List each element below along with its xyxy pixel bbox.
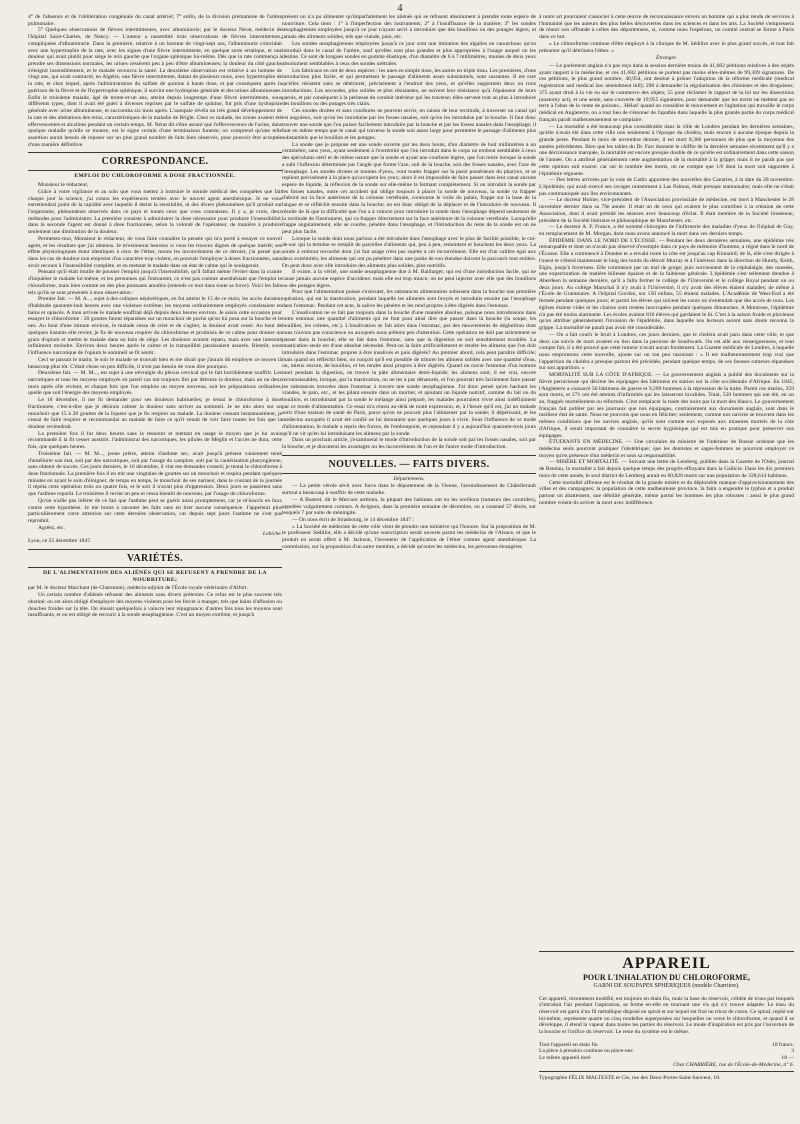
paragraph: MORTALITÉ SUR LA CÔTE D'AFRIQUE. — Le gouvernement anglais a publié des documents sur la fièvre pernicieuse qui décime les équipages des bâtimens en station sur la côte occidentale d'Afrique. En 1845, l'Angleterre a consacré 56 bâtimens de guerre et 9,289 hommes à la répression de la traite. Parmi ces marins, 259 sont morts, et 271 ont été atteints d'infirmités qui les laisseront invalides. Total, 530 hommes qui ont été, en un an, frappés mortellement ou réformés. C'est remplacer la traite des noirs par la mort des blancs. Le gouvernement français fait publier par ses journaux que nos équipages, contrairement aux documents anglais, sont dans le meilleur état de santé. Nous ne pouvons que nous en féliciter; seulement, comme nos navires se trouvent dans les mêmes conditions que les navires anglais, qu'ils sont comme eux exposés aux miasmes mortels de la côte d'Afrique, il serait important de connaître le secret hygiénique qui est mis en pratique pour préserver nos équipages.: [539, 372, 794, 439]
paragraph: — On nous écrit de Strasbourg, le 14 décembre 1847 :: [292, 517, 414, 524]
price-label: Tout l'appareil en étain fin: [539, 1041, 598, 1048]
paragraph: La sonde que je propose est une sonde ouverte par les deux bouts, d'un diamètre de huit millimètres à un centimètre, sans yeux, ayant seulement à l'extrémité que l'on introduit dans le corps un embout semblable à ceux des spéculums utéri et de même nature que la sonde et ayant une courbure légère, que l'on retire lorsque la sonde a subi l'inflexion déterminée par l'angle que forme l'axe, soit de la bouche, soit des fosses nasales, avec l'axe de l'œsophage. Les sondes droites et munies d'yeux, vont toutes frapper sur la paroi postérieure du pharynx, et se replient précisément à la place qu'occupent les yeux; alors il est impossible de faire passer dans leur canal aucune espèce de liquide, la réflexion de la sonde sur elle-même la fermant complètement. Si on introduit la sonde par les fosses nasales, outre cet accident qui oblige toujours à placer la sonde de nouveau, la sonde va frapper d'abord sur la face antérieure de la colonne vertébrale, contourne le voile du palais, frappe sur la base de la langue et se réfléchit ensuite dans la bouche; on est donc obligé de la déplacer et de l'introduire de nouveau. Il résulte de là que la difficulté que l'on a à vaincre pour introduire la sonde dans l'œsophage dépend seulement de la rectitude de l'instrument, qui va frapper directement sur la face antérieure de la colonne vertébrale. Lorsqu'elle frappe angulairement, elle se courbe, pénètre dans l'œsophage, et l'introduction du reste de la sonde est on ne peut plus facile.: [282, 141, 536, 235]
paragraph: Il existe, à la vérité, une sonde œsophagienne due à M. Baillarger, qui est d'une introduction facile, qui ne cause jamais aucune espèce d'accidens; mais elle est trop mince; on ne peut injecter avec elle que des bouillons ou des potages légers.: [282, 269, 536, 289]
paragraph: — Des lettres arrivées par la voie de Cadix apportent des nouvelles des Canaries, à la date du 28 novembre. L'épidémie, qui avait exercé ses ravages notamment à Las Palmas, était presque stationnaire; mais elle ne s'était pas communiquée aux îles environnantes.: [539, 177, 794, 197]
printer-line: Typographie FÉLIX MALTESTE et Cie, rue des Deux-Portes-Saint-Sauveur, 18.: [539, 1075, 721, 1082]
varietes-author: par M. le docteur Marchant (de Charenton), médecin-adjoint de l'École royale vétérinaire d'Alfort.: [28, 585, 248, 592]
section-heading-correspondance: CORRESPONDANCE.: [28, 152, 282, 171]
paragraph: — Le docteur Holme, vice-président de l'Association provinciale de médecine, est mort à Manchester le 28 novembre dernier dans sa 79e année. Il était un de ceux qui avaient le plus contribué à la création de cette Association, dont il avait présidé les séances avec beaucoup d'éclat. Il était membre de la Société linnéenne, président de la Société littéraire et philosophique de Manchester, etc.: [539, 197, 794, 224]
paragraph: à notre art pourraient s'associer à cette œuvre de reconnaissance envers un homme qui a plus rendu de services à l'humanité que les auteurs des plus belles découvertes dans les sciences et dans les arts. La Société s'empressera de réunir son offrande à celles des départemens, si, comme nous l'espérons, un comité central se forme à Paris dans ce but.: [539, 14, 794, 41]
paragraph: — La petite vérole sévit avec force dans le département de la Vienne, l'arrondissement de Châtellerault surtout a beaucoup à souffrir de cette maladie.: [282, 483, 536, 497]
paragraph: Troisième fait. — M. M..., jeune prêtre, atteint d'asthme sec, avait jusqu'à présent vainement tenté d'améliorer son état, soit par des narcotiques, soit par l'usage du camphre, soit par la cautérisation pharyngienne, sans obtenir de succès. Ces jours derniers, le 16 décembre, il vint me demander conseil; je tentai le chloroforme à dose fractionnée. La première fois il en mit une vingtaine de gouttes sur un mouchoir et respira pendant quelques minutes en ayant le soin d'éloigner, de temps en temps, le mouchoir de ses narines; dans le courant de la journée il répéta cette opération trois ou quatre fois, et le soir il n'avait plus d'oppression. Deux jours se passèrent sans que l'asthme reparût. Le troisième il revint un peu et cessa bientôt de nouveau, par l'usage du chloroforme.: [28, 450, 282, 498]
paragraph: Qu'on n'aille pas inférer de ce fait que l'asthme peut se guérir aussi promptement, car je m'inscris en faux contre cette hypothèse. Je me borne à raconter les faits sans en tirer aucune conséquence. J'appelerai plus particulièrement votre attention sur cette dernière observation, car depuis sept jours l'asthme ne s'est pas reproduit.: [28, 497, 282, 525]
price-value: 3: [791, 1048, 794, 1055]
price-value: 10 francs.: [771, 1041, 794, 1048]
paragraph: Ces sondes droites et sans courbures ne peuvent servir, en raison de leur rectitude, à traverser un canal qui est anguleux, soit qu'on les introduise par les fosses nasales, soit qu'on les introduise par la bouche. Il faut donc trouver une sonde que l'on puisse facilement introduire par la bouche et par les fosses nasales dans l'œsophage; il faut en même temps que le canal qui traverse la sonde soit assez large pour permettre le passage d'aliments plus substantiels que le bouillon et les potages.: [282, 108, 536, 141]
ad-description: Cet appareil, récemment modifié, est toujours en étain fin, mais la base du réservoir, criblée de trous par lesquels s'introduit l'air pendant l'aspiration, se ferme en-elle en tournant une vis qui n'y trouve adaptée. Le tissu du réservoir est garni d'un fil métallique disposé en spiral et sur lequel est fixé un tricot de coton. Ce spiral, replié sur lui-même, représente quatre ou cinq rondelles superposées sur lesquelles on verse le chloroforme, et quand il se développe, il étend la vapeur dans toutes les parties du réservoir. Le mode d'inspiration est pris par l'ouverture de la bouche et l'orifice du réservoir. Le reste du système est le même.: [539, 995, 794, 1036]
paragraph: Dans un prochain article, j'examinerai le mode d'introduction de la sonde soit par les fosses nasales, soit par la bouche, et je discuterai les avantages ou les inconvéniens de l'un et de l'autre mode d'introduction.: [282, 437, 536, 450]
section-heading-varietes: VARIÉTÉS.: [28, 549, 282, 568]
price-label: Le même appareil doré: [539, 1054, 591, 1061]
column-2: [282, 14, 536, 1118]
ad-title: APPAREIL: [622, 955, 711, 972]
ad-garni: GARNI DE SOUPAPES SPHÉRIQUES (modèle Charrière).: [593, 983, 740, 989]
paragraph: « La Société de médecine de cette ville vient de prendre une initiative qui l'honore. Sur la proposition de M. le professeur Sédillot, elle a décidé qu'une souscription serait ouverte parmi les médecins de l'Alsace, et que le produit en serait offert à M. Jackson, l'inventeur de l'application de l'éther comme agent anesthésique. La commission, sur la proposition d'un autre membre, a décidé qu'outre les médecins, les personnes étrangères: [282, 523, 536, 550]
paragraph: Premier fait. — M. A..., sujet à des coliques néphrétiques, en fut atteint le 15 de ce mois; les accès duraient d'habitude quarante-huit heures avec une violence extrême; les moyens ordinairement employés consistaient en bains et opiacés. A mon arrivée le malade souffrait déjà depuis deux heures environ. Je saisis cette occasion pour essayer le chloroforme : 20 gouttes furent répandues sur un mouchoir de poche qu'on lui posa sur la bouche et le nez. Au bout d'une minute environ, le malade cessa de crier et de s'agiter, la douleur avait cessé. Au bout de quelques instants elle revint; je fis de nouveau respirer du chloroforme et produisis de ce calme pour donner un grain d'opium et mettre le malade dans un bain de siège. Les douleurs avaient reparu, mais avec une intensité infiniment moindre. Environ deux heures après le calme et la tranquillité paraissaient assurés. Bientôt, sous l'influence narcotique de l'opium le sommeil se fit sentir.: [28, 296, 282, 357]
paragraph: Pensant qu'il était inutile de pousser l'emploi jusqu'à l'insensibilité, qu'il fallait même l'éviter dans la crainte d'inquiéter le malade lui-même, et les personnes qui l'entourent, ce n'est pas comme anesthésiant que l'emploi le chloroforme, mais bien comme un des plus puissants anodins (entends ce mot dans toute sa force). Voici les faits tels qu'ils se sont présentés à mon observation :: [28, 269, 282, 296]
paragraph: Le 18 décembre, il me fit demander pour ses douleurs habituelles; je tentai le chloroforme à dose fractionnée, c'est-à-dire que je désirais calmer la douleur sans arriver au sommeil. Je ne mis alors sur un mouchoir que 15 à 20 gouttes de la liqueur que je fis respirer au malade. La douleur cessant instantanément, je cessai de faire respirer et recommandai au malade de faire ce qu'il venait de voir faire toutes les fois que la douleur reviendrait.: [28, 397, 282, 430]
page-number: 4: [397, 3, 403, 14]
article-subheading: EMPLOI DU CHLOROFORME A DOSE FRACTIONNÉE.: [74, 173, 236, 180]
paragraph: — Le parlement anglais n'a pas reçu dans la session dernière moins de 41,682 pétitions relatives à des objets ayant rapport à la médecine, et ces 41,682 pétitions se portent pas moins elles-mêmes de 99,309 signatures. De ces pétitions, le plus grand nombre, 40,954, ont destiné à prôner l'adoption de la réforme médicale (medical registration and medical law amendment bill); 298 à demander la régularisation des chimistes et des droguistes; 375 ayant droit à la vie ou sur le commerce des objets; 55 pour réclamer le rapport de la loi sur les dissections (anatomy act), et une seule, sans couverte de 19,955 signatures, pour demander que les morts ne mettent pas en terre à l'abus de la vente de poisons... Hélas! quand on considère le mouvement et l'agitation qui travaille le corps médical en Angleterre, on a tout lieu de s'étonner de l'apathie dans laquelle la plus grande partie du corps médical français paraît malheureusement se complaire.: [539, 63, 794, 123]
varietes-subheading: DE L'ALIMENTATION DES ALIÉNÉS QUI SE REFUSENT A PRENDRE DE LA NOURRITURE;: [43, 569, 267, 583]
signature: Lebiche.: [262, 531, 282, 538]
place-date: Lyon, ce 25 décembre 1847.: [28, 538, 92, 545]
paragraph: — A Bustrel, dit le Mercure artésien, la plupart des habitans ont eu les oreillons (tumeurs des carotides), appelées vulgairement cornues. A Avignon, dans la première semaine de décembre, on a constaté 57 décès, sur lesquels 7 par suite de méningite.: [282, 496, 536, 517]
paragraph: — Le docteur A. F. France, a été nommé chirurgien de l'infirmerie des maladies d'yeux de l'hôpital de Guy, en remplacement de M. Morgan, dont nous avons annoncé la mort dans ces derniers temps.: [539, 224, 794, 237]
price-row: [539, 1048, 794, 1055]
section-heading-nouvelles: NOUVELLES. — FAITS DIVERS.: [282, 455, 536, 474]
advertisement-apparatus: [539, 948, 794, 1082]
salutation: Monsieur le rédacteur,: [38, 182, 89, 189]
column-3: [539, 14, 794, 944]
ad-maker: Chez CHARRIÈRE, rue de l'École-de-Médecine, n° 6.: [673, 1061, 794, 1068]
divider: [539, 951, 794, 952]
paragraph: Grâce à votre vigilance et au soin que vous mettez à instruire le monde médical des conquêtes que fait chaque jour la science, j'ai connu les expériences tentées avec le nouvel agent anesthésique. Je ne vous entretiendrai point de la rapidité avec laquelle il éteint la sensibilité, ni des divers phénomènes qu'il produit sur l'organisme, phénomènes observés dans ce pays et toutes ceux que vous connaissez. Il y a, je crois, deux méthodes pour l'administrer. La première consiste à administrer la dose nécessaire pour produire l'insensibilité; dans la seconde l'agent est donné à dose fractionnée, selon la volonté de l'opérateur, de manière à produire seulement une diminution de la douleur.: [28, 188, 282, 236]
paragraph: Permettez-moi, Monsieur le rédacteur, de vous faire connaître la pensée qui m'a porté à essayer ce nouvel agent, et les résultats que j'ai obtenus. Je m'estimerai heureux si vous les trouvez dignes de quelque intérêt; ses effets physiologiques étant identiques à ceux de l'éther, moins les inconvénients de ce dernier, j'ai pensé que, dans les cas de douleur non empreint d'un caractère trop violent, on pourrait l'employer à doses fractionnées, sans avoir recours à l'insensibilité complète, et en mettant le malade dans un état de calme qui le soulagerait.: [28, 235, 282, 269]
paragraph: présent on n'a pu alimenter qu'imparfaitement les aliénés qui se refusent absolument à prendre toute espèce de nourriture. Cela tient : 1° à l'imperfection des instruments; 2° à l'insuffisance de la matière; 3° les sondes œsophagiennes employées jusqu'à ce jour n'ayant servi à introduire que des bouillons ou des potages légers, et jamais des aliments solides, tels que viande, pain, etc.: [282, 14, 536, 41]
paragraph: ÉTUDIANTS EN MÉDECINE. — Une circulaire du ministre de l'intérieur de Russie ordonne que les médecins seuls pourront pratiquer l'obstétrique; que les dentistes et sages-femmes ne pourront employer ce moyen qu'en présence d'un médecin et sous sa responsabilité.: [539, 439, 794, 459]
paragraph: — On a fait courir le bruit à Londres, ces jours derniers, que le choléra avait paru dans cette ville, et que deux cas suivis de mort avaient eu lieu dans la paroisse de Southwark. On est allé aux renseignemens, et tout compte fait, il a été prouvé que cette rumeur n'avait aucun fondement. La Gazette médicale de Londres, à laquelle nous empruntons cette nouvelle, ajoute sur un ton peu rassurant : « Il est malheureusement trop vrai que l'apparition du choléra a presque partout été précédée, pendant quelque temps, de ces fausses rumeurs répandues sur son apparition. »: [539, 331, 794, 372]
col1-top-text: [28, 14, 282, 148]
paragraph: La première fois il fut deux heures sans la ressentir et mettant en usage le moyen que je lui avais recommandé il la fit cesser aussitôt. J'administrai des narcotiques, les pilules de Méglin et l'accès ne dura, cette fois, que quelques heures.: [28, 430, 282, 451]
paragraph: L'insalivation ne se fait pas toujours dans la bouche d'une manière absolue, puisque nous introduisons dans notre estomac une quantité d'aliments qui ne font pour ainsi dire que passer dans la bouche (la soupe, les bouillies, les crèmes, etc.). L'insalivation se fait alors dans l'estomac, par des mouvements de déglutition dont nous n'avons pas conscience ou auxquels nous prêtons peu d'attention. Cette opération ne doit pas strictement se passer dans la bouche; elle se fait dans l'estomac, sans que la digestion en soit sensiblement troublée. La mastication seule est d'une absolue nécessité. Peut-on la faire artificiellement et rendre les alimens que l'on doit introduire dans l'estomac propres à être insalivés et puis digérés? Au premier abord, cela peut paraître difficile; mais quand on réfléchit bien, on conçoit qu'il est possible de triturer les alimens solides avec une quantité d'eau, ou, mieux encore, de bouillon, et les rendre ainsi propres à être digérés. Quand on ouvre l'estomac d'un homme mort pendant la digestion, on trouve la pâte alimentaire demi-liquide; les alimens sont, il est vrai, encore reconnaissables, lorsque, par la mastication, on ne les a pas dénaturés, et l'on pourrait très facilement faire passer les substances trouvées dans l'estomac à travers une sonde œsophagienne. J'ai donc pensé qu'en hachant les viandes, le pain, etc., et les pilant ensuite dans un mortier, et ajoutant un liquide nutritif, comme du lait ou du bouillon, et introduisant par la sonde le mélange ainsi préparé, les malades pourraient vivre ainsi indéfiniment par ce mode d'alimentation. Ce essai m'a réussi au-delà de toute expression, et, à l'heure qu'il est, j'ai un malade sorti d'une maison de santé de Paris, parce qu'on ne pouvait plus l'alimenter par la sonde; il dépérissait, et les médecins auxquels il avait été confié ne lui donnaient que quelques jours à vivre. Sous l'influence de ce mode d'alimentation, le malade a repris des forces, de l'embonpoint, et cependant il y a aujourd'hui quarante-trois jours qu'il ne vit qu'en lui introduisant les alimens par la sonde.: [282, 309, 536, 437]
paragraph: Agréez, etc.: [38, 524, 65, 531]
paragraph: Lorsque la sonde dont nous parlons a été introduite dans l'œsophage avec le plus de facilité possible, le cul-de-sac qui la termine se remplit de parcelles d'aliments qui, peu à peu, remontent et bouchent les deux yeux. La sonde à embout recourbé dont j'ai fait usage n'est pas sujette à cet inconvénient. Elle est d'un calibre égal aux deux extrémités; les aliments qui ont pu pénétrer dans une partie de son étendue doivent la parcourir tout entière. On peut donc avec elle introduire des aliments plus solides, plus nutritifs.: [282, 235, 536, 269]
ad-subtitle: POUR L'INHALATION DU CHLOROFORME,: [583, 973, 750, 982]
paragraph: Deuxième fait. — M. M..., est sujet à une névralgie du plexus cervical qui le fait horriblement souffrir. Les narcotiques et tous les moyens employés en pareil cas ont toujours fini par détruire la douleur, mais un ou deux mois après elle revient, et chaque fois que l'on emploie un moyen nouveau, soit les préparations ordinaires, quelle que soit l'énergie des moyens employés.: [28, 370, 282, 397]
price-row: [539, 1042, 794, 1049]
paragraph: « Le chloroforme continue d'être employé à la clinique de M. Sédillot avec le plus grand succès, et tout fait présumer qu'il détrônera l'éther. »: [539, 40, 794, 54]
paragraph: — MISÈRE ET MORTALITÉ. — Suivant une lettre de Lemberg, publiée dans la Gazette de l'Oder, journal de Breslau, la mortalité a fait depuis quelque temps des progrès effrayans dans la Gallicie. Dans les dix premiers mois de cette année, le seul district de Lemberg aurait eu 60,820 morts sur une population de 338,614 habitans.: [539, 459, 794, 479]
price-row: [539, 1055, 794, 1062]
paragraph: Pour que l'alimentation puisse s'exécuter, les substances alimentaires subissent dans la bouche une première opération, qui est la mastication, pendant laquelle les aliments sont broyés et introduits ensuite par l'œsophage dans l'estomac. Pendant cet acte, la salive les pénètre et les rend propres à être digérés dans l'estomac.: [282, 289, 536, 309]
departements-subheading: Départemens.: [393, 475, 425, 482]
paragraph: Les fabricans en ont de deux espèces : les unes en simple tissu, les autres en triple tissu. Les premières, d'une introduction plus facile, et qui permettent le passage d'aliments assez substantiels, sont cassantes. Il est rare qu'elles résistent sans se détériorer, précisément à l'endroit des yeux, et qu'elles supportent deux ou trois introductions. Les secondes, plus solides et plus résistantes, ne suivent leur résistance qu'à l'épaisseur de leurs parois, et par conséquent à la petitesse du conduit intérieur qui les traverse; elles servent tout au plus à introduire des bouillons ou des potages très clairs.: [282, 67, 536, 108]
paragraph: 4° de l'absence et de l'oblitération congéniale du canal artériel; 7° enfin, de la division prématurée de l'artère pulmonaire.: [28, 14, 282, 27]
price-value: 18 —: [781, 1054, 794, 1061]
paragraph: — La mortalité a été beaucoup plus considérable dans la ville de Londres pendant les dernières semaines, qu'elle n'avait été dans cette ville non seulement à l'époque du choléra, mais encore à aucune époque depuis la grande peste. Pendant le mois de novembre dernier, il est mort 8,360 personnes de plus que la moyenne des années précédentes. Bien que les tables du Dr. Farr donnent le chiffre de la dernière semaine récemment qu'il y a une décroissance marquée, la mortalité est encore presque double de ce qu'elle est ordinairement dans cette saison de l'année. On a attribué généralement cette augmentation de la mortalité à la grippe; mais il ne paraît pas que cette opinion soit exacte; car sur le nombre des morts, on ne compte que 1/6 dont la mort soit rapportée à l'épidémie régnante.: [539, 123, 794, 177]
paragraph: Cette mortalité affreuse est le résultat de la grande misère et du déplorable manque d'approvisionnement des villes et des campagnes; la population de cette malheureuse province, la faim a engendré le typhus et a produit partout un abattement, une débilité générale, même parmi les hommes les plus robustes : aussi le plus grand nombre voient-ils arriver la mort avec indifférence.: [539, 479, 794, 506]
paragraph: 5° Quelques observations de fièvres intermittentes, avec albuminurie; par le docteur Nérat, médecin de l'hôpital Saint-Charles, de Nancy. — L'auteur a rassemblé trois observations de fièvres intermittentes, compliquées d'albuminurie. Dans la première, relative à un homme de vingt-sept ans, l'albuminurie coïncidait avec une hypertrophie de la rate, avec les signes d'une fièvre intermittente, en quelque sorte erratique, et une douleur qui avait plutôt pour siège le rein gauche que l'organe splénique lui-même. Dès que la rate commença à prendre ses dimensions normales, les urines cessèrent peu à peu d'être albumineuses; la douleur du côté gauche s'éteignit insensiblement, et le malade recouvra la santé. La deuxième observation est relative à un homme de vingt ans, qui avait contracté, en Algérie, une fièvre intermittente, datant de plusieurs mois, avec hypertrophie de la rate, et chez lequel, après l'administration du sulfate de quinine à haute dose, et par conséquent après la guérison de la fièvre et de l'hypertrophie splénique, il survint une hydropisie générale et des urines albumineuses. Enfin le troisième malade, âgé de trente-et-un ans, atteint depuis longtemps d'une fièvre intermittente, sous différents types, dont il avait été guéri à diverses reprises par le sulfate de quinine, fut pris d'une hydropisie générale avec urine albumineuse, et succomba six mois après. L'autopsie révéla un très grand développement de la rate et des altérations des reins, caractéristiques de la maladie de Bright. Chez ce malade, les urines avaient été effervescentes et alcalines pendant un certain temps. M. Nérat dit s'être assuré que l'effervescence de l'urine, dans quelque maladie qu'elle se montre, est le signe certain d'une terminaison funeste; on comprend qu'une telle assertion aurait besoin de reposer sur un plus grand nombre de faits bien observés, pour pouvoir être acceptée d'une manière définitive.: [28, 27, 282, 148]
paragraph: ÉPIDÉMIE DANS LE NORD DE L'ÉCOSSE. — Pendant les deux dernières semaines, une épidémie très remarquable et dont on n'avait pas observé d'exemple dans ce pays de mémoire d'homme, a régné dans le nord de l'Écosse. Elle a commencé à Dundee et a envahi toute la côte est jusqu'au cap Kinnaird; de là, elle s'est dirigée à l'ouest et s'étend maintenant le long des bords du détroit Murray et à l'intérieur dans la direction de Huntly, Keith, Elgin, jusqu'à Inverness. Elle commence par un mal de gorge; puis surviennent de la céphalalgie, des nausées, une expectoration de matière bilieuse épaisse et de la faiblesse générale. L'épidémie s'est tellement étendue à Aberdeen la semaine dernière, qu'il a fallu fermer le collège de l'Université et le collège Royal pendant un ou deux jours. Au collège Marschal il n'y avait à l'Université, il n'y avait des élèves étaient malades; de même à l'École de Grammaire. A l'hôpital Gordon, sur 150 enfans, 55 étaient malades. L'Académie de West-End a été fermée pendant quelques jours; et parmi les élèves qui suivent les cours on n'entendait que des accès de toux. Les églises étaient vides et les chaires sont restées inoccupées pendant quelques dimanches. A Montrose, l'épidémie n'a pas été moins alarmante. Les écoles avaient 810 élèves qui gardaient le lit. C'est à la saison froide et pluvieuse qu'on attribue généralement l'invasion de l'épidémie, dans laquelle nos lecteurs auront sans doute reconnu la grippe. La mortalité ne paraît pas avoir été considérable.: [539, 237, 794, 332]
etranger-subheading: Étranger.: [656, 55, 677, 62]
paragraph: Les sondes œsophagiennes employées jusqu'à ce jour sont une imitation des algalies en caoutchouc qu'on introduit dans le canal de l'urètre, sauf qu'elles sont plus grandes et plus appropriées à l'usage auquel on les destine. Ce sont de longues sondes en gomme élastique, d'un diamètre de 6 à 7 millimètres, munies de deux yeux absolument semblables à ceux des sondes urétrales.: [282, 40, 536, 68]
column-1: [28, 14, 282, 1118]
price-label: La pièce à pression continue ou pince-nez: [539, 1048, 633, 1055]
divider: [539, 1071, 794, 1072]
paragraph: Ceci se passait le matin; le soir le malade se trouvait bien et me disait que j'aurais dû employer ce moyen là beaucoup plus tôt. C'était chose on peu difficile, il n'est pas besoin de vous dire pourquoi.: [28, 356, 282, 370]
paragraph: Un certain nombre d'aliénés refusent des aliments sous divers prétextes. Ce refus est le plus souvent très obstiné; on est alors obligé d'employer des moyens violents pour les forcer à manger, tels que bains d'affusion ou douches froides sur la tête. On réussit quelquefois à vaincre leur répugnance; d'autres fois tous les moyens sont insuffisants, et on est obligé de recourir à la sonde œsophagienne. C'est un moyen extrême, et jusqu'à: [28, 592, 282, 619]
